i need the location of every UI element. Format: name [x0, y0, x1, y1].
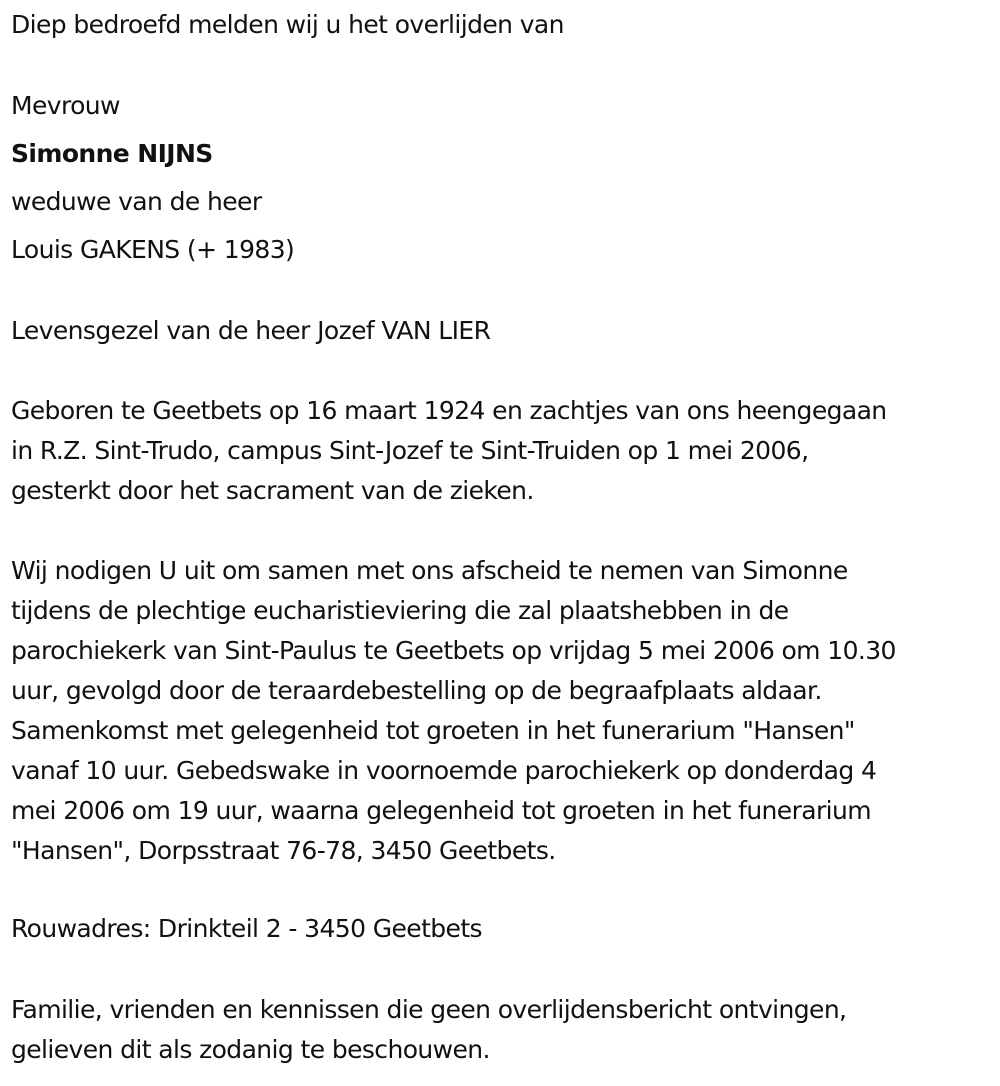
- partner-text: Levensgezel van de heer Jozef VAN LIER: [11, 316, 491, 345]
- invitation-line: Samenkomst met gelegenheid tot groeten in het funerarium "Hansen": [11, 716, 855, 745]
- invitation-line: parochiekerk van Sint-Paulus te Geetbets op vrijdag 5 mei 2006 om 10.30: [11, 636, 896, 665]
- spouse-text: Louis GAKENS (+ 1983): [11, 235, 295, 264]
- birth-death-line: gesterkt door het sacrament van de zieken.: [11, 476, 534, 505]
- invitation-line: uur, gevolgd door de teraardebestelling op de begraafplaats aldaar.: [11, 676, 822, 705]
- widow-of-text: weduwe van de heer: [11, 187, 262, 216]
- closing-line: gelieven dit als zodanig te beschouwen.: [11, 1035, 490, 1064]
- invitation-line: mei 2006 om 19 uur, waarna gelegenheid tot groeten in het funerarium: [11, 796, 872, 825]
- invitation-line: tijdens de plechtige eucharistieviering die zal plaatshebben in de: [11, 596, 789, 625]
- invitation-line: "Hansen", Dorpsstraat 76-78, 3450 Geetbets.: [11, 836, 556, 865]
- invitation-line: Wij nodigen U uit om samen met ons afscheid te nemen van Simonne: [11, 556, 848, 585]
- address-text: Rouwadres: Drinkteil 2 - 3450 Geetbets: [11, 914, 482, 943]
- title-text: Mevrouw: [11, 91, 120, 120]
- closing-line: Familie, vrienden en kennissen die geen overlijdensbericht ontvingen,: [11, 995, 847, 1024]
- intro-text: Diep bedroefd melden wij u het overlijden van: [11, 10, 564, 39]
- birth-death-line: in R.Z. Sint-Trudo, campus Sint-Jozef te Sint-Truiden op 1 mei 2006,: [11, 436, 809, 465]
- birth-death-line: Geboren te Geetbets op 16 maart 1924 en zachtjes van ons heengegaan: [11, 396, 887, 425]
- invitation-line: vanaf 10 uur. Gebedswake in voornoemde parochiekerk op donderdag 4: [11, 756, 877, 785]
- deceased-name: Simonne NIJNS: [11, 139, 213, 168]
